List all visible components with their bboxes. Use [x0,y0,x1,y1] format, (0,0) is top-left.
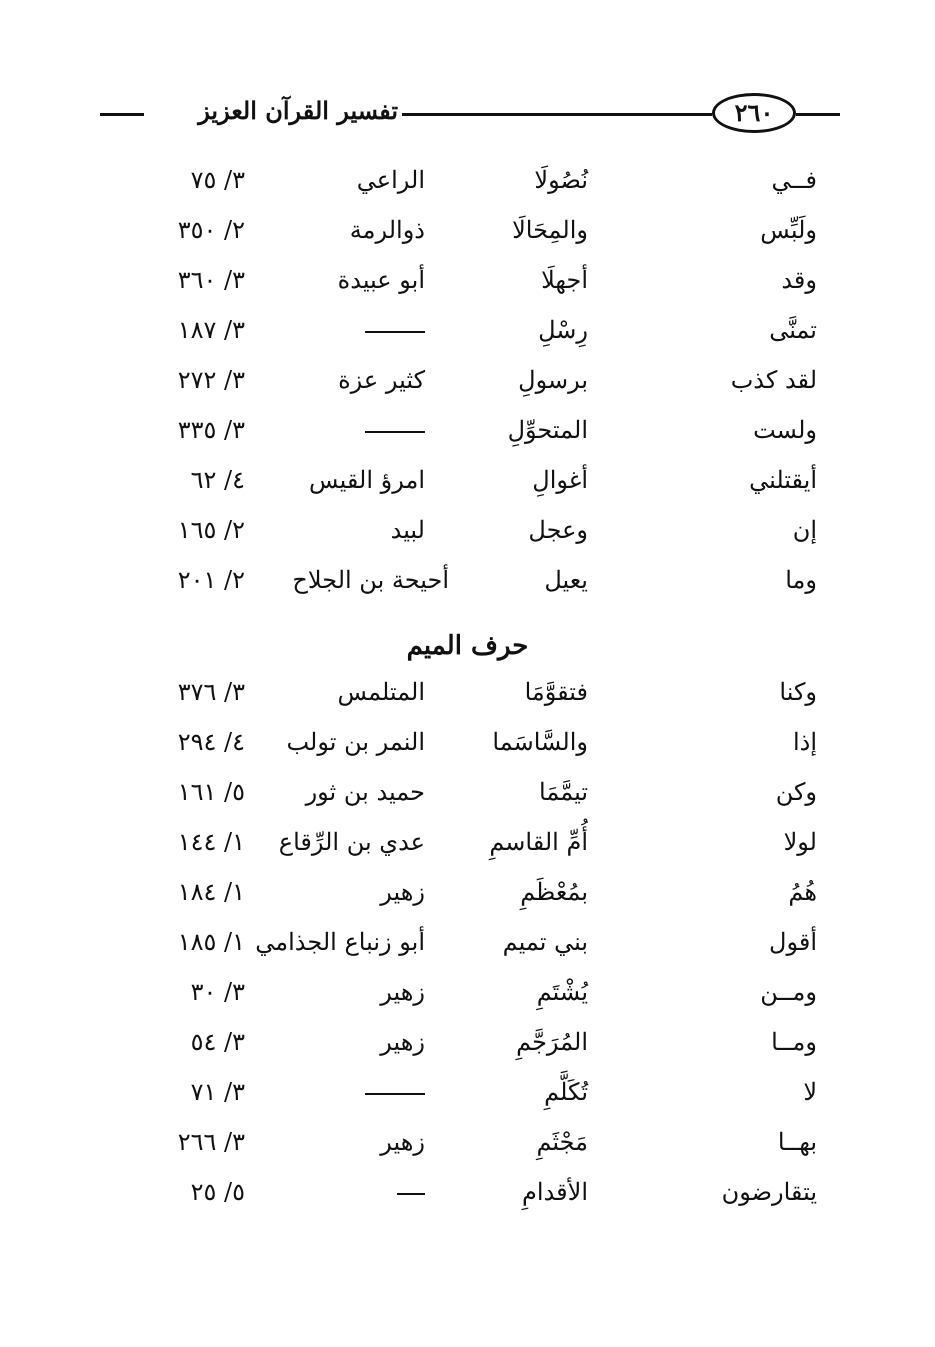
page-number: ٢٦٠ [712,93,796,133]
poet-name: كثير عزة [338,366,425,394]
rhyme-word: الأقدامِ [522,1178,588,1206]
index-row [0,1122,935,1172]
rhyme-word: رِسْلِ [538,316,588,344]
index-row [0,410,935,460]
rhyme-word: بني تميم [502,928,588,956]
first-word: لولا [783,828,817,856]
rhyme-word: تُكَلَّمِ [544,1078,588,1106]
index-row [0,1022,935,1072]
poet-name: زهير [380,878,425,906]
rhyme-word: يُشْتَمِ [536,978,588,1006]
volume-page-ref: ٣/ ٣٦٠ [177,266,245,294]
poet-name: زهير [380,1028,425,1056]
poet-name: أحيحة بن الجلاح [292,566,449,594]
index-row [0,722,935,772]
volume-page-ref: ١/ ١٨٥ [177,928,245,956]
unknown-poet-dash [365,1072,425,1112]
first-word: وكنا [779,678,817,706]
index-row [0,672,935,722]
volume-page-ref: ١/ ١٨٤ [177,878,245,906]
index-row [0,1172,935,1222]
poet-name: حميد بن ثور [305,778,425,806]
first-word: ومــا [771,1028,817,1056]
first-word: ولست [753,416,817,444]
rhyme-word: والسَّاسَما [492,728,588,756]
running-title: تفسير القرآن العزيز [198,96,398,125]
poet-name: أبو عبيدة [337,266,425,294]
first-word: يتقارضون [721,1178,817,1206]
rhyme-word: أغوالِ [532,466,588,494]
volume-page-ref: ٣/ ٧١ [190,1078,245,1106]
index-row [0,260,935,310]
section-heading: حرف الميم [406,631,529,661]
volume-page-ref: ٣/ ٣٠ [190,978,245,1006]
poet-name: عدي بن الرِّقاع [278,828,425,856]
first-word: إن [792,516,817,544]
first-word: وقد [781,266,817,294]
header-rule-left [100,113,144,116]
rhyme-word: يعيل [544,566,588,594]
first-word: وكن [775,778,817,806]
volume-page-ref: ٣/ ١٨٧ [177,316,245,344]
index-row [0,772,935,822]
volume-page-ref: ١/ ١٤٤ [177,828,245,856]
index-row [0,510,935,560]
volume-page-ref: ٣/ ٣٧٦ [177,678,245,706]
index-row [0,160,935,210]
volume-page-ref: ٥/ ٢٥ [190,1178,245,1206]
volume-page-ref: ٢/ ٢٠١ [177,566,245,594]
page-header [0,78,935,148]
rhyme-word: والمِحَالَا [512,216,588,244]
volume-page-ref: ٤/ ٦٢ [190,466,245,494]
volume-page-ref: ٣/ ٥٤ [190,1028,245,1056]
volume-page-ref: ٢/ ١٦٥ [177,516,245,544]
poet-name: النمر بن تولب [286,728,425,756]
volume-page-ref: ٣/ ٧٥ [190,166,245,194]
poet-name: لبيد [390,516,425,544]
poet-name: الراعي [356,166,425,194]
unknown-poet-dash [365,410,425,450]
index-row [0,822,935,872]
first-word: ولَبِّس [760,216,817,244]
poet-name: ذوالرمة [349,216,425,244]
index-row [0,310,935,360]
index-row [0,872,935,922]
volume-page-ref: ٣/ ٢٧٢ [177,366,245,394]
rhyme-word: مَجْثَمِ [536,1128,588,1156]
index-row [0,360,935,410]
unknown-poet-dash [397,1172,425,1212]
first-word: هُمُ [788,878,817,906]
first-word: بهــا [777,1128,817,1156]
index-row [0,1072,935,1122]
rhyme-word: نُصُولَا [534,166,588,194]
unknown-poet-dash [365,310,425,350]
volume-page-ref: ٣/ ٣٣٥ [177,416,245,444]
first-word: وما [785,566,817,594]
rhyme-word: وعجل [528,516,588,544]
poet-name: زهير [380,1128,425,1156]
volume-page-ref: ٣/ ٢٦٦ [177,1128,245,1156]
rhyme-word: فتقوَّمَا [524,678,588,706]
first-word: فــي [771,166,817,194]
rhyme-word: برسولِ [518,366,588,394]
poet-name: زهير [380,978,425,1006]
first-word: لقد كذب [730,366,817,394]
header-rule-middle [402,113,712,116]
poet-name: المتلمس [337,678,425,706]
poet-name: امرؤ القيس [309,466,425,494]
first-word: تمنَّى [769,316,817,344]
index-row [0,210,935,260]
volume-page-ref: ٢/ ٣٥٠ [177,216,245,244]
volume-page-ref: ٤/ ٢٩٤ [177,728,245,756]
rhyme-word: المُرَجَّمِ [516,1028,588,1056]
first-word: أقول [769,928,817,956]
first-word: لا [803,1078,817,1106]
index-row [0,460,935,510]
header-rule-right [796,113,840,116]
volume-page-ref: ٥/ ١٦١ [177,778,245,806]
first-word: ومــن [760,978,817,1006]
rhyme-word: أُمِّ القاسمِ [489,828,588,856]
first-word: أيقتلني [749,466,817,494]
rhyme-word: المتحوِّلِ [507,416,588,444]
index-row [0,922,935,972]
rhyme-word: أجهلَا [541,266,588,294]
poet-name: أبو زنباع الجذامي [255,928,425,956]
index-row [0,972,935,1022]
first-word: إذا [792,728,817,756]
rhyme-word: تيمَّمَا [539,778,588,806]
index-row [0,560,935,610]
rhyme-word: بمُعْظَمِ [520,878,588,906]
